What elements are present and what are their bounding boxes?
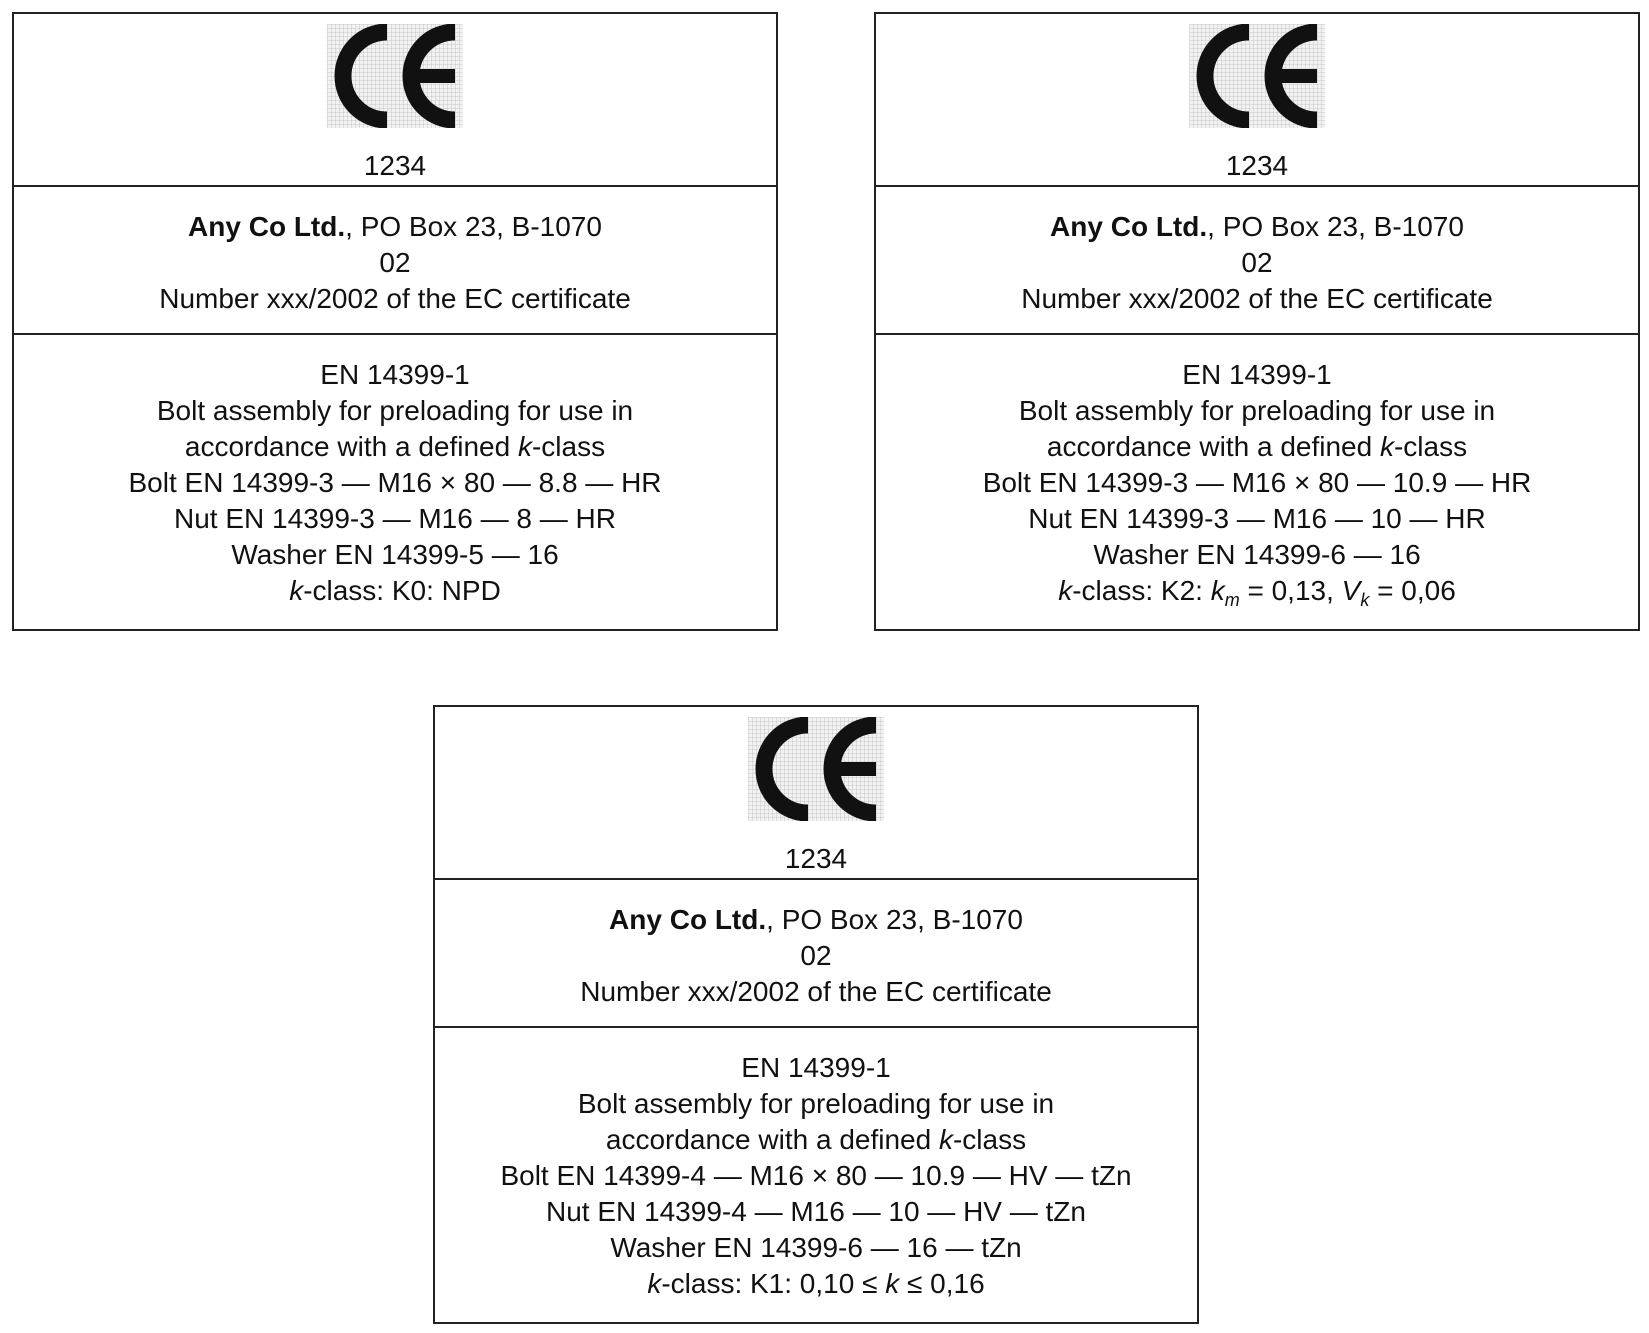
- year-line: 02: [800, 940, 832, 971]
- manufacturer-address: , PO Box 23, B-1070: [766, 904, 1023, 935]
- k-symbol: k: [885, 1268, 900, 1299]
- standard-line: EN 14399-1: [1182, 359, 1332, 390]
- washer-line: Washer EN 14399-5 — 16: [231, 539, 559, 570]
- description-line-1: Bolt assembly for preloading for use in: [577, 1088, 1055, 1119]
- notified-body-number: 1234: [363, 150, 427, 181]
- nut-line: Nut EN 14399-4 — M16 — 10 — HV — tZn: [546, 1196, 1086, 1227]
- ce-mark-icon: [1189, 24, 1325, 128]
- standard-line: EN 14399-1: [741, 1052, 891, 1083]
- description-prefix: accordance with a defined: [605, 1124, 939, 1155]
- product-section: [435, 1028, 1197, 1322]
- manufacturer-name: Any Co Ltd.: [609, 904, 767, 935]
- vk-subscript: k: [1360, 590, 1370, 610]
- vk-value: = 0,06: [1369, 575, 1456, 606]
- bolt-line: Bolt EN 14399-3 — M16 × 80 — 10.9 — HR: [982, 467, 1532, 498]
- kclass-text: -class: K0: NPD: [303, 575, 501, 606]
- ce-label-k1: [433, 705, 1199, 1324]
- ce-mark-icon: [327, 24, 463, 128]
- washer-line: Washer EN 14399-6 — 16 — tZn: [610, 1232, 1022, 1263]
- certificate-line: Number xxx/2002 of the EC certificate: [159, 283, 631, 314]
- description-suffix: -class: [531, 431, 606, 462]
- description-line-2: [876, 429, 1638, 465]
- manufacturer-section: [435, 880, 1197, 1028]
- ce-label-k0: [12, 12, 778, 631]
- k-symbol: k: [517, 431, 532, 462]
- nut-line: Nut EN 14399-3 — M16 — 10 — HR: [1028, 503, 1486, 534]
- description-prefix: accordance with a defined: [184, 431, 518, 462]
- bolt-line: Bolt EN 14399-3 — M16 × 80 — 8.8 — HR: [128, 467, 662, 498]
- manufacturer-address: , PO Box 23, B-1070: [345, 211, 602, 242]
- description-line-2: [14, 429, 776, 465]
- kclass-line: [435, 1266, 1197, 1302]
- km-subscript: m: [1224, 590, 1240, 610]
- kclass-line: [14, 573, 776, 609]
- description-line-1: Bolt assembly for preloading for use in: [1018, 395, 1496, 426]
- manufacturer-line: [14, 209, 776, 245]
- manufacturer-name: Any Co Ltd.: [1050, 211, 1208, 242]
- product-section: [14, 335, 776, 629]
- description-prefix: accordance with a defined: [1046, 431, 1380, 462]
- certificate-line: Number xxx/2002 of the EC certificate: [580, 976, 1052, 1007]
- ce-mark-section: [876, 14, 1638, 187]
- manufacturer-section: [14, 187, 776, 335]
- washer-line: Washer EN 14399-6 — 16: [1093, 539, 1421, 570]
- km-symbol: k: [1210, 575, 1225, 606]
- standard-line: EN 14399-1: [320, 359, 470, 390]
- kclass-text: -class: K2:: [1072, 575, 1211, 606]
- nut-line: Nut EN 14399-3 — M16 — 8 — HR: [174, 503, 616, 534]
- manufacturer-section: [876, 187, 1638, 335]
- manufacturer-address: , PO Box 23, B-1070: [1207, 211, 1464, 242]
- notified-body-number: 1234: [1225, 150, 1289, 181]
- ce-mark-section: [435, 707, 1197, 880]
- k-symbol: k: [938, 1124, 953, 1155]
- product-section: [876, 335, 1638, 629]
- k-range-end: ≤ 0,16: [899, 1268, 985, 1299]
- k-symbol: k: [1058, 575, 1073, 606]
- ce-mark-section: [14, 14, 776, 187]
- manufacturer-line: [435, 902, 1197, 938]
- kclass-line: [876, 573, 1638, 618]
- k-symbol: k: [1379, 431, 1394, 462]
- bolt-line: Bolt EN 14399-4 — M16 × 80 — 10.9 — HV — tZn: [500, 1160, 1132, 1191]
- year-line: 02: [1241, 247, 1273, 278]
- km-value: = 0,13,: [1239, 575, 1342, 606]
- kclass-text: -class: K1: 0,10 ≤: [661, 1268, 886, 1299]
- certificate-line: Number xxx/2002 of the EC certificate: [1021, 283, 1493, 314]
- description-line-2: [435, 1122, 1197, 1158]
- notified-body-number: 1234: [784, 843, 848, 874]
- ce-mark-icon: [748, 717, 884, 821]
- manufacturer-line: [876, 209, 1638, 245]
- k-symbol: k: [647, 1268, 662, 1299]
- k-symbol: k: [289, 575, 304, 606]
- manufacturer-name: Any Co Ltd.: [188, 211, 346, 242]
- description-line-1: Bolt assembly for preloading for use in: [156, 395, 634, 426]
- vk-symbol: V: [1341, 575, 1361, 606]
- description-suffix: -class: [1393, 431, 1468, 462]
- year-line: 02: [379, 247, 411, 278]
- ce-label-k2: [874, 12, 1640, 631]
- description-suffix: -class: [952, 1124, 1027, 1155]
